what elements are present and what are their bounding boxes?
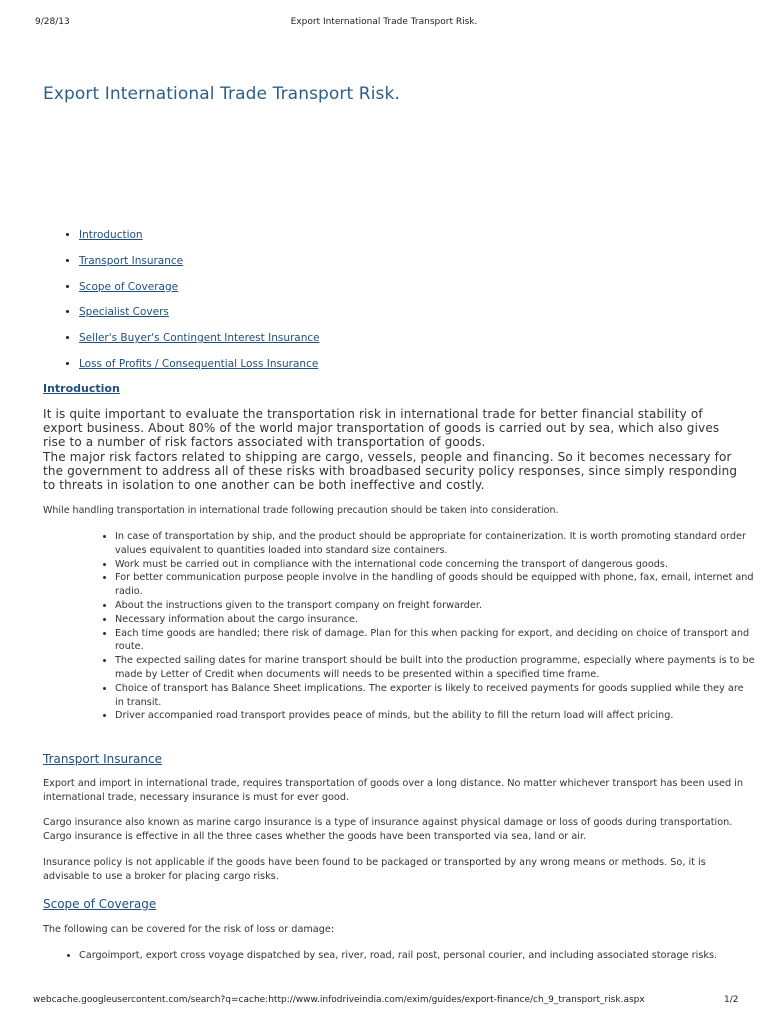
list-item: • About the instructions given to the transport company on freight forwarder.	[115, 599, 755, 613]
introduction-text	[43, 407, 743, 492]
toc-item	[79, 280, 320, 306]
list-item: • Each time goods are handled; there risk of damage. Plan for this when packing for export, and deciding on choice of transport and route.	[115, 627, 755, 655]
toc-item	[79, 228, 320, 254]
introduction-paragraph-2: The major risk factors related to shipping are cargo, vessels, people and financing. So it becomes necessary for the government to address all of these risks with broadbased security policy responses, since simply responding to threats in isolation to one another can be both ineffective and costly.	[43, 449, 738, 493]
list-item: • In case of transportation by ship, and the product should be appropriate for containerization. It is worth promoting standard order values equivalent to quantities loaded into standard size containers.	[115, 530, 755, 558]
print-footer-page-number: 1/2	[724, 995, 739, 1005]
print-header-date: 9/28/13	[35, 17, 70, 27]
transport-insurance-paragraph-1: Export and import in international trade, requires transportation of goods over a long distance. No matter whichever transport has been used in international trade, necessary insurance is must for ever good.	[43, 778, 744, 803]
transport-insurance-heading: Transport Insurance	[43, 752, 162, 766]
precaution-list	[98, 530, 755, 723]
toc-item	[79, 254, 320, 280]
toc-link-specialist-covers[interactable]: Specialist Covers	[79, 306, 169, 319]
list-item: • For better communication purpose people involve in the handling of goods should be equipped with phone, fax, email, internet and radio.	[115, 571, 755, 599]
page-title: Export International Trade Transport Risk.	[43, 84, 400, 104]
table-of-contents	[62, 228, 320, 383]
list-item: • Necessary information about the cargo insurance.	[115, 613, 755, 627]
list-item: • The expected sailing dates for marine transport should be built into the production programme, especially where payments is to be made by Letter of Credit when documents will needs to be presented within a specified time frame.	[115, 654, 755, 682]
scope-of-coverage-heading: Scope of Coverage	[43, 897, 157, 911]
coverage-list	[62, 949, 739, 963]
toc-link-contingent-interest[interactable]: Seller's Buyer's Contingent Interest Insurance	[79, 332, 320, 345]
scope-of-coverage-intro: The following can be covered for the risk of loss or damage:	[43, 924, 335, 935]
transport-insurance-paragraph-2: Cargo insurance also known as marine cargo insurance is a type of insurance against physical damage or loss of goods during transportation. Cargo insurance is effective in all the three cases whether the goods have been transported via sea, land or air.	[43, 817, 733, 842]
list-item: • Choice of transport has Balance Sheet implications. The exporter is likely to received payments for goods supplied while they are in transit.	[115, 682, 755, 710]
toc-item	[79, 331, 320, 357]
list-item: • Work must be carried out in compliance with the international code concerning the transport of dangerous goods.	[115, 558, 755, 572]
introduction-heading: Introduction	[43, 382, 120, 395]
transport-insurance-paragraph-3: Insurance policy is not applicable if the goods have been found to be packaged or transported by any wrong means or methods. So, it is advisable to use a broker for placing cargo risks.	[43, 857, 706, 882]
list-item: • Cargoimport, export cross voyage dispatched by sea, river, road, rail post, personal courier, and including associated storage risks.	[79, 949, 739, 963]
toc-item	[79, 305, 320, 331]
list-item: • Driver accompanied road transport provides peace of minds, but the ability to fill the return load will affect pricing.	[115, 709, 755, 723]
introduction-paragraph-1: It is quite important to evaluate the transportation risk in international trade for better financial stability of export business. About 80% of the world major transportation of goods is carried out by sea, which also gives rise to a number of risk factors associated with transportation of goods.	[43, 407, 720, 450]
toc-item	[79, 357, 320, 383]
toc-link-scope-of-coverage[interactable]: Scope of Coverage	[79, 280, 179, 293]
toc-link-loss-of-profits[interactable]: Loss of Profits / Consequential Loss Insurance	[79, 357, 319, 370]
handling-precaution-line: While handling transportation in international trade following precaution should be taken into consideration.	[43, 505, 559, 516]
print-header-title: Export International Trade Transport Risk.	[290, 17, 478, 27]
toc-link-introduction[interactable]: Introduction	[79, 229, 143, 241]
toc-link-transport-insurance[interactable]: Transport Insurance	[79, 254, 184, 267]
print-footer-url: webcache.googleusercontent.com/search?q=cache:http://www.infodriveindia.com/exim/guides/export-finance/ch_9_transport_risk.aspx	[33, 995, 645, 1005]
